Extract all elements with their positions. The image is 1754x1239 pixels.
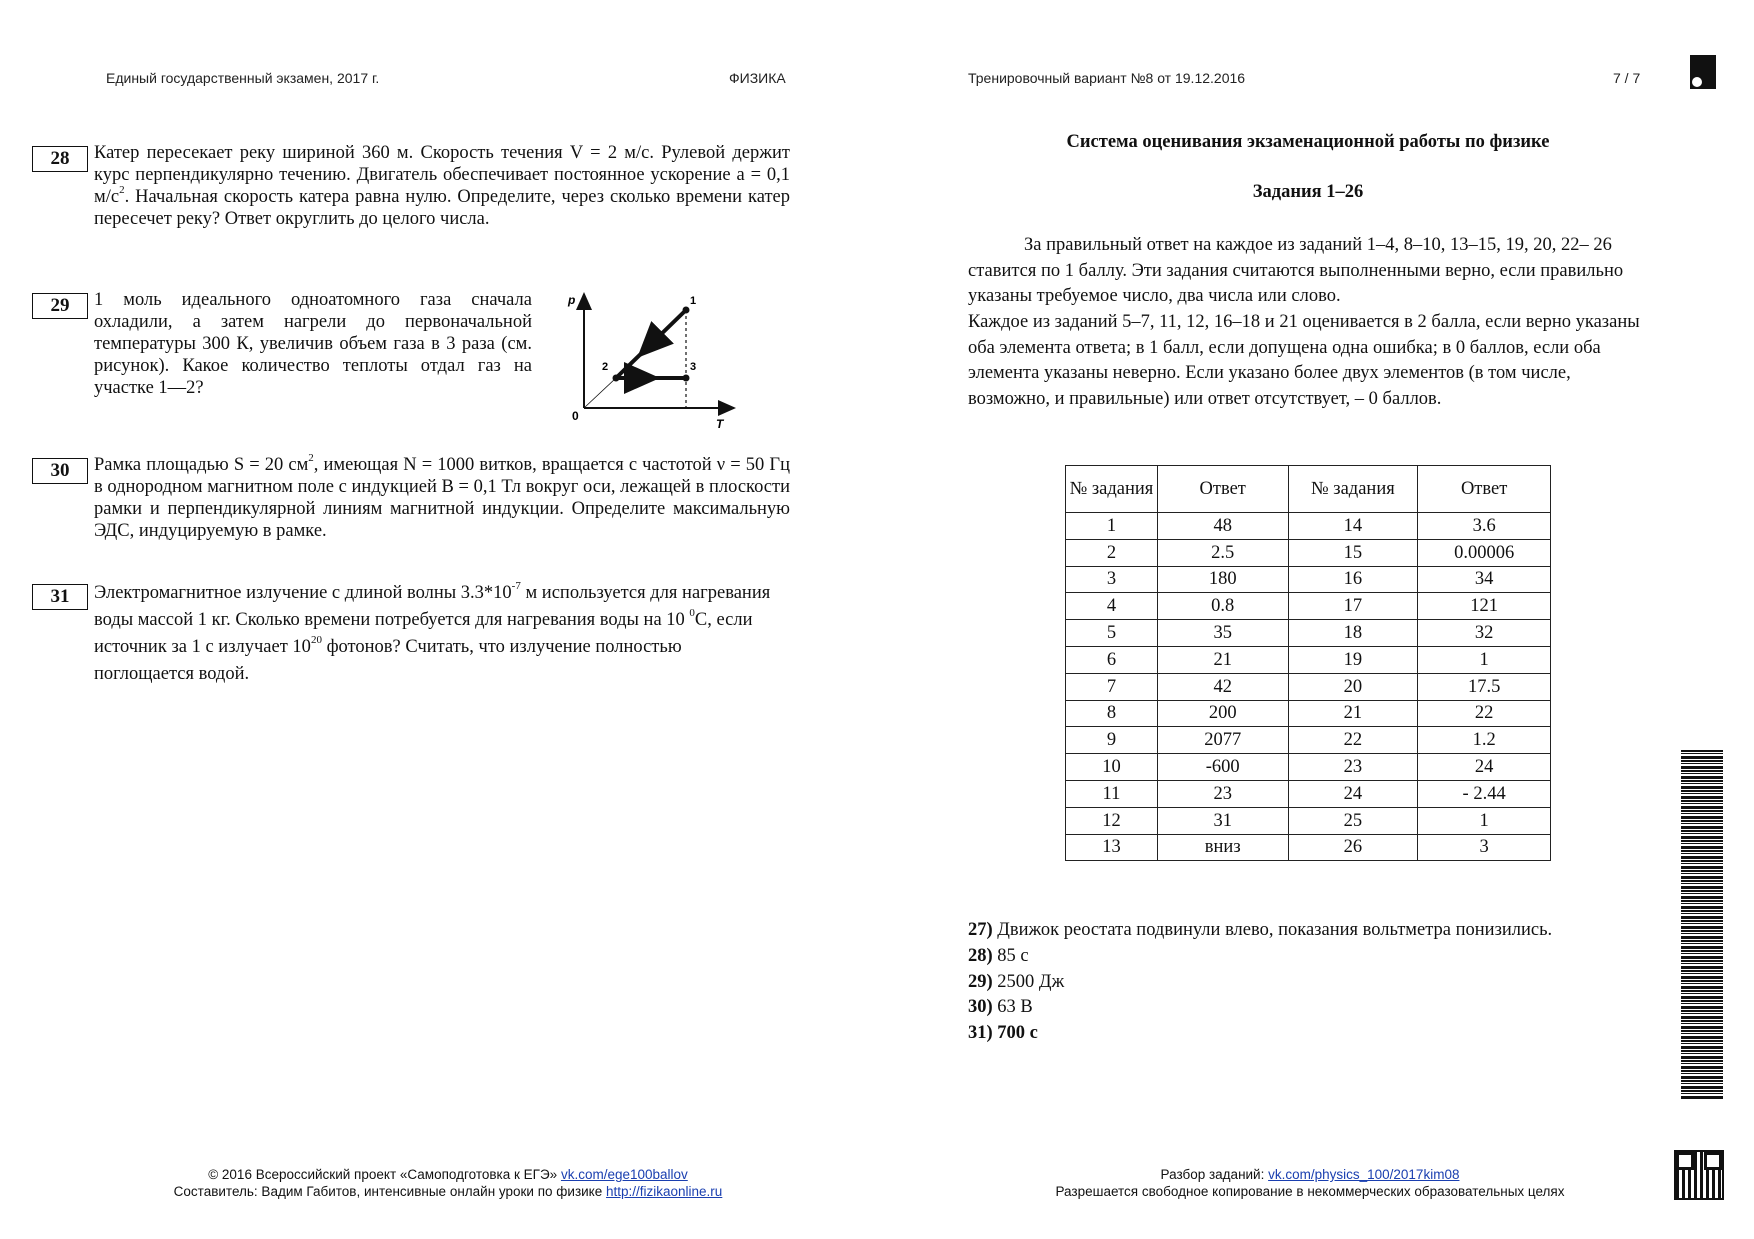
arrow-1-2 xyxy=(640,340,655,355)
table-cell: 121 xyxy=(1418,593,1551,620)
column-header: № задания xyxy=(1288,466,1418,513)
table-row xyxy=(1066,780,1551,807)
table-cell: 17.5 xyxy=(1418,673,1551,700)
table-row xyxy=(1066,513,1551,540)
scoring-subtitle: Задания 1–26 xyxy=(1252,182,1364,202)
table-row xyxy=(1066,727,1551,754)
table-cell: 3.6 xyxy=(1418,513,1551,540)
table-row xyxy=(1066,673,1551,700)
table-cell: 8 xyxy=(1066,700,1158,727)
table-cell: 6 xyxy=(1066,646,1158,673)
final-answers-list xyxy=(968,918,1658,1047)
table-cell: 31 xyxy=(1157,807,1288,834)
table-cell: 23 xyxy=(1157,780,1288,807)
footer-link-fizikaonline[interactable]: http://fizikaonline.ru xyxy=(606,1184,723,1199)
task-28 xyxy=(32,142,790,230)
table-cell: 5 xyxy=(1066,620,1158,647)
scoring-title: Система оценивания экзаменационной работы по физике xyxy=(1066,132,1550,152)
table-cell: 22 xyxy=(1418,700,1551,727)
table-cell: 1.2 xyxy=(1418,727,1551,754)
table-cell: 15 xyxy=(1288,539,1418,566)
footer-left: © 2016 Всероссийский проект «Самоподготовка к ЕГЭ» vk.com/ege100ballov Составитель: Вадим Габитов, интенсивные онлайн уроки по физике http://fizikaonline.ru xyxy=(173,1167,723,1199)
table-cell: 1 xyxy=(1418,646,1551,673)
table-row xyxy=(1066,539,1551,566)
answers-table xyxy=(1065,465,1551,861)
table-cell: 48 xyxy=(1157,513,1288,540)
answer-28: 28) 85 с xyxy=(968,945,1029,966)
task-31 xyxy=(32,580,784,688)
table-cell: 13 xyxy=(1066,834,1158,861)
scoring-paragraph-2: Каждое из заданий 5–7, 11, 12, 16–18 и 21 оценивается в 2 балла, если верно указаны оба элемента ответа; в 1 балл, если допущена одна ошибка; в 0 баллов, если оба элемента указаны неверно. Если указано более двух элементов (в том числе, возможно, и правильные) или ответ отсутствует, – 0 баллов. xyxy=(968,312,1640,409)
table-cell: 21 xyxy=(1288,700,1418,727)
table-row xyxy=(1066,593,1551,620)
point-3-label: 3 xyxy=(690,361,697,373)
task-text: Рамка площадью S = 20 $см^2$, имеющая N = 1000 витков, вращается с частотой ν = 50 Гц в однородном магнитном поле с индукцией B = 0,1 Тл вокруг оси, лежащей в плоскости рамки и перпендикулярной линиям магнитной индукции. Определите максимальную ЭДС, индуцируемую в рамке. xyxy=(94,451,790,541)
table-row xyxy=(1066,620,1551,647)
task-text: 1 моль идеального одноатомного газа сначала охладили, а затем нагрели до первоначальной температуры 300 К, увеличив объем газа в 3 раза (см. рисунок). Какое количество теплоты отдал газ на участке 1—2? xyxy=(94,290,532,398)
header-variant: Тренировочный вариант №8 от 19.12.2016 xyxy=(968,70,1246,86)
origin-label: 0 xyxy=(572,409,579,423)
table-cell: 42 xyxy=(1157,673,1288,700)
table-cell: 16 xyxy=(1288,566,1418,593)
table-cell: 18 xyxy=(1288,620,1418,647)
table-cell: 14 xyxy=(1288,513,1418,540)
t-axis-label: T xyxy=(716,417,724,431)
task-text: Катер пересекает реку шириной 360 м. Скорость течения V = 2 м/с. Рулевой держит курс перпендикулярно течению. Двигатель обеспечивает постоянное ускорение a = 0,1 $м/с^2$. Начальная скорость катера равна нулю. Определите, через сколько времени катер пересечет реку? Ответ округлить до целого числа. xyxy=(94,143,790,229)
footer-link-vk-ege[interactable]: vk.com/ege100ballov xyxy=(560,1167,688,1182)
header-page-number: 7 / 7 xyxy=(1613,70,1641,86)
table-cell: 34 xyxy=(1418,566,1551,593)
table-cell: 35 xyxy=(1157,620,1288,647)
table-cell: - 2.44 xyxy=(1418,780,1551,807)
table-row xyxy=(1066,754,1551,781)
table-row xyxy=(1066,700,1551,727)
barcode-icon xyxy=(1681,750,1723,1100)
answer-29: 29) 2500 Дж xyxy=(968,971,1065,992)
table-cell: 19 xyxy=(1288,646,1418,673)
task-number: 30 xyxy=(32,458,88,484)
column-header: Ответ xyxy=(1157,466,1288,513)
table-cell: 10 xyxy=(1066,754,1158,781)
table-cell: вниз xyxy=(1157,834,1288,861)
table-header-row xyxy=(1066,466,1551,513)
p-axis-label: p xyxy=(568,293,576,307)
pt-diagram xyxy=(560,288,740,434)
table-row xyxy=(1066,566,1551,593)
table-cell: 0.00006 xyxy=(1418,539,1551,566)
table-cell: 23 xyxy=(1288,754,1418,781)
task-29 xyxy=(32,289,532,399)
table-row xyxy=(1066,834,1551,861)
table-row xyxy=(1066,646,1551,673)
point-2 xyxy=(613,375,620,382)
table-cell: 180 xyxy=(1157,566,1288,593)
table-cell: 21 xyxy=(1157,646,1288,673)
table-cell: 2 xyxy=(1066,539,1158,566)
table-cell: 24 xyxy=(1418,754,1551,781)
table-cell: 2077 xyxy=(1157,727,1288,754)
task-number: 29 xyxy=(32,293,88,319)
table-cell: 3 xyxy=(1418,834,1551,861)
table-cell: 17 xyxy=(1288,593,1418,620)
table-cell: 7 xyxy=(1066,673,1158,700)
answer-31: 31) 700 с xyxy=(968,1023,1038,1044)
table-cell: 2.5 xyxy=(1157,539,1288,566)
column-header: № задания xyxy=(1066,466,1158,513)
point-3 xyxy=(683,375,690,382)
answer-27: 27) Движок реостата подвинули влево, показания вольтметра понизились. xyxy=(968,920,1553,940)
footer-link-vk-physics[interactable]: vk.com/physics_100/2017kim08 xyxy=(1268,1167,1460,1182)
header-exam-title: Единый государственный экзамен, 2017 г. xyxy=(106,70,380,86)
table-cell: 25 xyxy=(1288,807,1418,834)
footer-right: Разбор заданий: vk.com/physics_100/2017kim08 Разрешается свободное копирование в некоммерческих образовательных целях xyxy=(1020,1166,1600,1200)
point-1 xyxy=(683,307,690,314)
table-cell: 4 xyxy=(1066,593,1158,620)
scoring-paragraph-1: За правильный ответ на каждое из заданий 1–4, 8–10, 13–15, 19, 20, 22– 26 ставится по 1 баллу. Эти задания считаются выполненными верно, если правильно указаны требуемое число, два числа или слово. xyxy=(968,235,1624,307)
column-header: Ответ xyxy=(1418,466,1551,513)
footer-license: Разрешается свободное копирование в некоммерческих образовательных целях xyxy=(1055,1184,1565,1199)
task-number: 31 xyxy=(32,584,88,610)
task-number: 28 xyxy=(32,146,88,172)
point-1-label: 1 xyxy=(690,295,697,307)
table-cell: -600 xyxy=(1157,754,1288,781)
table-cell: 20 xyxy=(1288,673,1418,700)
point-2-label: 2 xyxy=(602,361,609,373)
corner-marker-icon xyxy=(1690,55,1716,89)
table-cell: 26 xyxy=(1288,834,1418,861)
table-cell: 12 xyxy=(1066,807,1158,834)
isochore-guide-line xyxy=(584,378,616,408)
table-cell: 1 xyxy=(1066,513,1158,540)
table-cell: 22 xyxy=(1288,727,1418,754)
table-cell: 0.8 xyxy=(1157,593,1288,620)
table-row xyxy=(1066,807,1551,834)
table-cell: 1 xyxy=(1418,807,1551,834)
table-cell: 200 xyxy=(1157,700,1288,727)
table-cell: 32 xyxy=(1418,620,1551,647)
table-cell: 3 xyxy=(1066,566,1158,593)
task-30 xyxy=(32,451,790,542)
qr-code-icon xyxy=(1676,1152,1722,1198)
task-text: Электромагнитное излучение с длиной волны $3.3*10^{-7}$ м используется для нагревания воды массой 1 кг. Сколько времени потребуется для нагревания воды на 10 $^0$С, если источник за 1 с излучает $10^{20}$ фотонов? Считать, что излучение полностью поглощается водой. xyxy=(94,579,771,684)
header-subject: ФИЗИКА xyxy=(729,70,786,86)
table-cell: 9 xyxy=(1066,727,1158,754)
table-cell: 11 xyxy=(1066,780,1158,807)
table-cell: 24 xyxy=(1288,780,1418,807)
answer-30: 30) 63 В xyxy=(968,997,1033,1018)
